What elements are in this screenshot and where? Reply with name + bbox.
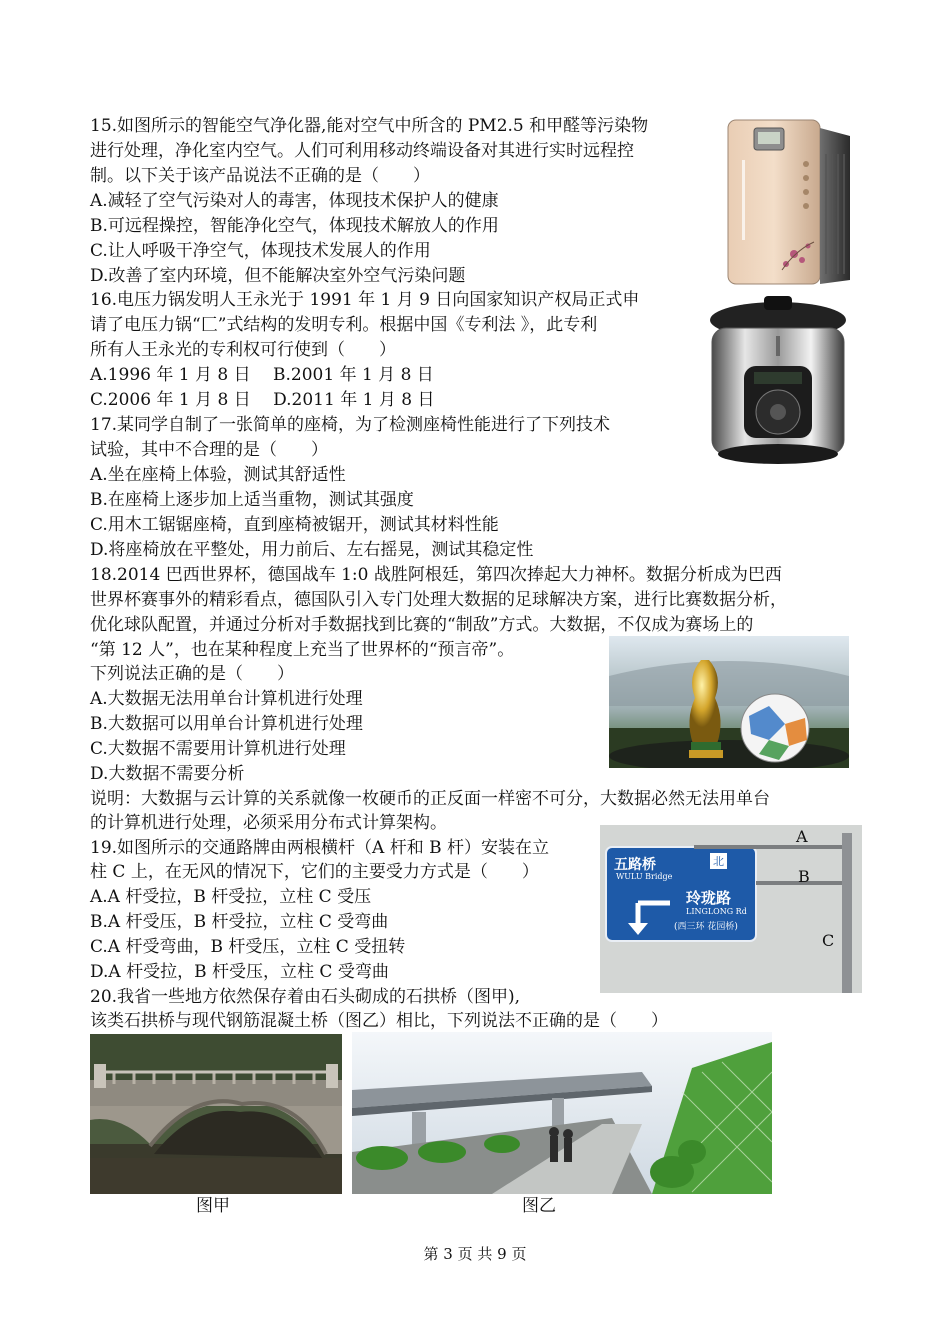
q18-line-1: 18.2014 巴西世界杯，德国战车 1:0 战胜阿根廷，第四次捧起大力神杯。数据分析成为巴西	[90, 565, 782, 585]
caption-figure-a: 图甲	[196, 1196, 230, 1216]
q16-options-cd: C.2006 年 1 月 8 日 D.2011 年 1 月 8 日	[90, 390, 435, 410]
pressure-cooker-image	[694, 290, 862, 468]
q19-option-a: A.A 杆受拉，B 杆受拉，立柱 C 受压	[90, 887, 372, 907]
air-purifier-image	[716, 114, 858, 290]
q15-line-2: 进行处理，净化室内空气。人们可利用移动终端设备对其进行实时远程控	[90, 141, 634, 161]
q18-line-4: “第 12 人”，也在某种程度上充当了世界杯的“预言帝”。	[90, 640, 515, 660]
q18-option-c: C.大数据不需要用计算机进行处理	[90, 739, 346, 759]
q18-option-d: D.大数据不需要分析	[90, 764, 245, 784]
q15-option-b: B.可远程操控，智能净化空气，体现技术解放人的作用	[90, 216, 499, 236]
page-footer: 第 3 页 共 9 页	[423, 1245, 527, 1263]
stone-arch-bridge-image	[90, 1034, 342, 1194]
q18-line-3: 优化球队配置，并通过分析对手数据找到比赛的“制敌”方式。大数据，不仅成为赛场上的	[90, 615, 754, 635]
q19-option-d: D.A 杆受拉，B 杆受压，立柱 C 受弯曲	[90, 962, 389, 982]
road-sign-image	[600, 825, 862, 993]
label-column-c: C	[822, 931, 835, 950]
concrete-bridge-image	[352, 1032, 772, 1194]
q16-line-1: 16.电压力锅发明人王永光于 1991 年 1 月 9 日向国家知识产权局正式申	[90, 290, 640, 310]
q17-line-2: 试验，其中不合理的是（ ）	[90, 440, 328, 460]
label-rod-a: A	[796, 827, 808, 846]
q15-option-c: C.让人呼吸干净空气，体现技术发展人的作用	[90, 241, 431, 261]
q17-line-1: 17.某同学自制了一张简单的座椅，为了检测座椅性能进行了下列技术	[90, 415, 611, 435]
q19-line-2: 柱 C 上，在无风的情况下，它们的主要受力方式是（ ）	[90, 862, 539, 882]
q15-option-d: D.改善了室内环境，但不能解决室外空气污染问题	[90, 266, 466, 286]
q18-option-a: A.大数据无法用单台计算机进行处理	[90, 689, 363, 709]
q19-option-b: B.A 杆受压，B 杆受拉，立柱 C 受弯曲	[90, 912, 389, 932]
q16-line-2: 请了电压力锅“匚”式结构的发明专利。根据中国《专利法 》，此专利	[90, 315, 598, 335]
sign-wulu-bridge-en: WULU Bridge	[616, 872, 673, 881]
world-cup-image	[609, 636, 849, 768]
q17-option-c: C.用木工锯锯座椅，直到座椅被锯开，测试其材料性能	[90, 515, 499, 535]
q18-note-line-2: 的计算机进行处理，必须采用分布式计算架构。	[90, 813, 447, 833]
q17-option-a: A.坐在座椅上体验，测试其舒适性	[90, 465, 346, 485]
q15-option-a: A.减轻了空气污染对人的毒害，体现技术保护人的健康	[90, 191, 499, 211]
q17-option-d: D.将座椅放在平整处，用力前后、左右摇晃，测试其稳定性	[90, 540, 534, 560]
sign-subtitle: (西三环 花园桥)	[674, 922, 738, 932]
sign-wulu-bridge: 五路桥	[614, 857, 656, 873]
caption-figure-b: 图乙	[522, 1196, 556, 1216]
q20-line-2: 该类石拱桥与现代钢筋混凝土桥（图乙）相比，下列说法不正确的是（ ）	[90, 1011, 668, 1031]
sign-linglong-road: 玲珑路	[686, 889, 732, 907]
sign-north: 北	[710, 853, 727, 869]
q18-note-line-1: 说明：大数据与云计算的关系就像一枚硬币的正反面一样密不可分，大数据必然无法用单台	[90, 789, 770, 809]
q15-line-1: 15.如图所示的智能空气净化器,能对空气中所含的 PM2.5 和甲醛等污染物	[90, 116, 649, 136]
q16-line-3: 所有人王永光的专利权可行使到（ ）	[90, 340, 396, 360]
q18-line-5: 下列说法正确的是（ ）	[90, 664, 294, 684]
q20-line-1: 20.我省一些地方依然保存着由石头砌成的石拱桥（图甲),	[90, 987, 521, 1007]
label-rod-b: B	[798, 867, 810, 886]
q15-line-3: 制。以下关于该产品说法不正确的是（ ）	[90, 166, 430, 186]
q17-option-b: B.在座椅上逐步加上适当重物，测试其强度	[90, 490, 414, 510]
q19-line-1: 19.如图所示的交通路牌由两根横杆（A 杆和 B 杆）安装在立	[90, 838, 550, 858]
q16-options-ab: A.1996 年 1 月 8 日 B.2001 年 1 月 8 日	[90, 365, 434, 385]
q18-option-b: B.大数据可以用单台计算机进行处理	[90, 714, 363, 734]
q19-option-c: C.A 杆受弯曲，B 杆受压，立柱 C 受扭转	[90, 937, 406, 957]
sign-linglong-road-en: LINGLONG Rd	[686, 907, 747, 916]
q18-line-2: 世界杯赛事外的精彩看点，德国队引入专门处理大数据的足球解决方案，进行比赛数据分析，	[90, 590, 787, 610]
